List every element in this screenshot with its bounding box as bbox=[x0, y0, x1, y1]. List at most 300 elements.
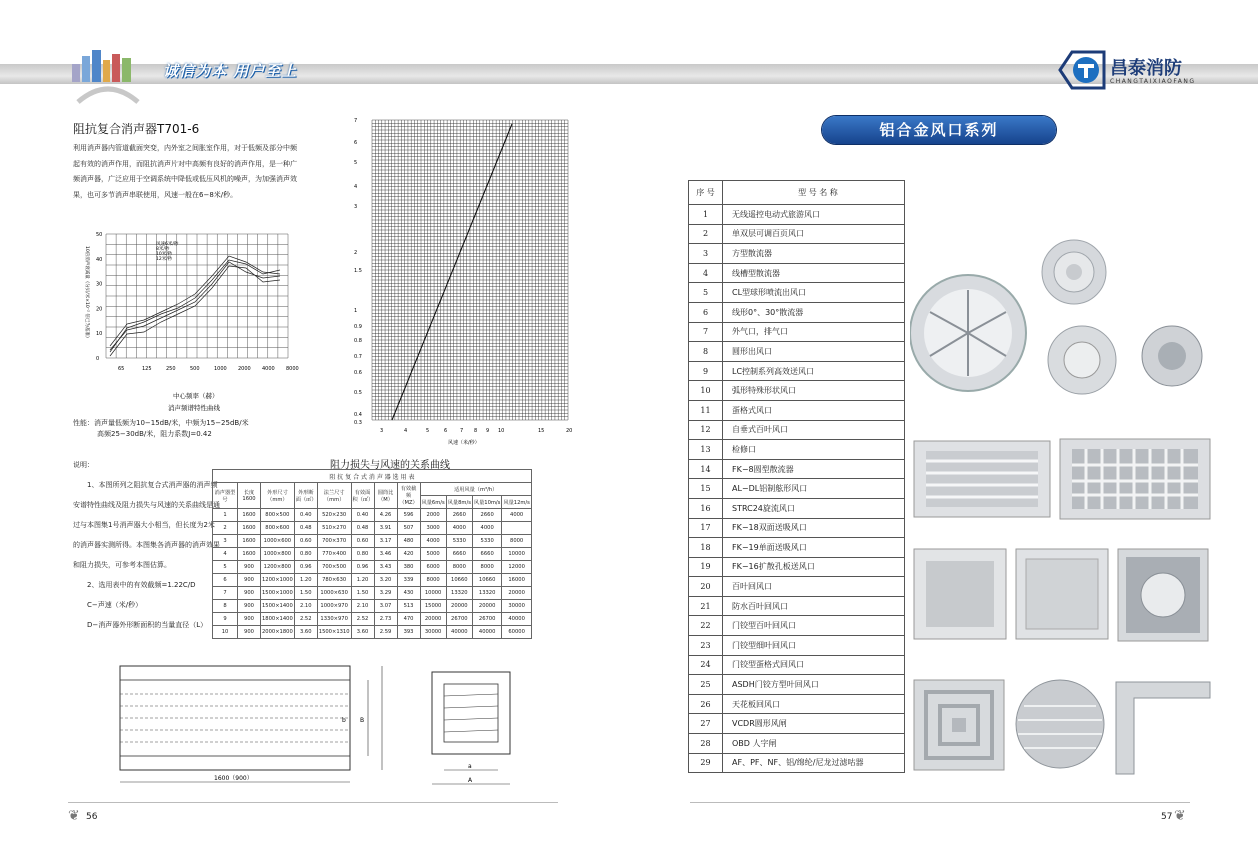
model-name: 检修口 bbox=[723, 440, 905, 460]
slogan: 诚信为本 用户至上 bbox=[163, 62, 298, 80]
table-row bbox=[213, 587, 532, 600]
y-tick-label: 30 bbox=[96, 281, 103, 288]
table-row bbox=[689, 283, 905, 303]
spec-header-cell: 适用风量（m³/h） bbox=[420, 483, 531, 496]
louver-grille-photos bbox=[912, 437, 1212, 521]
x-tick-label: 9 bbox=[486, 428, 490, 434]
spec-cell: 1800×1400 bbox=[261, 613, 295, 626]
x-tick-label: 7 bbox=[460, 428, 464, 434]
spec-header-cell: 圆筒比（M） bbox=[374, 483, 397, 509]
model-name: FK−8圆型散流器 bbox=[723, 459, 905, 479]
spec-cell: 60000 bbox=[502, 626, 531, 639]
table-row bbox=[689, 459, 905, 479]
series-line bbox=[110, 266, 280, 356]
y-tick-label: 0.9 bbox=[354, 324, 362, 330]
model-name: 无线遥控电动式旅游风口 bbox=[723, 205, 905, 225]
spec-cell: 900 bbox=[238, 613, 261, 626]
y-tick-label: 0.5 bbox=[354, 390, 362, 396]
table-row bbox=[689, 538, 905, 558]
model-name: OBD 人字闸 bbox=[723, 734, 905, 754]
model-number: 13 bbox=[689, 440, 723, 460]
left-ornament-icon: ❦ bbox=[68, 808, 80, 824]
y-tick-label: 0.7 bbox=[354, 354, 362, 360]
spec-cell: 1600 bbox=[238, 522, 261, 535]
spec-cell: 20000 bbox=[446, 600, 472, 613]
spec-cell: 13320 bbox=[446, 587, 472, 600]
spec-cell: 2660 bbox=[472, 509, 501, 522]
performance-line-2: 高频25−30dB/米，阻力系数J=0.42 bbox=[97, 430, 212, 438]
spec-cell: 9 bbox=[213, 613, 238, 626]
y-tick-label: 50 bbox=[96, 232, 103, 238]
notes bbox=[73, 455, 221, 635]
legend-entry: 12米/秒 bbox=[156, 257, 173, 262]
model-number: 25 bbox=[689, 675, 723, 695]
brand-name: 昌泰消防 bbox=[1110, 58, 1182, 79]
model-number: 21 bbox=[689, 596, 723, 616]
y-tick-label: 2 bbox=[354, 250, 358, 256]
table-row bbox=[689, 596, 905, 616]
x-tick-label: 3 bbox=[380, 428, 384, 434]
x-axis-label: 中心频率（赫） bbox=[173, 392, 219, 400]
y-tick-label: 0.4 bbox=[354, 412, 362, 418]
spec-cell: 5330 bbox=[472, 535, 501, 548]
spec-cell: 700×370 bbox=[317, 535, 351, 548]
right-ornament-icon: ❦ bbox=[1174, 808, 1186, 824]
note-line: 2、选用表中的有效截频=1.22C/D bbox=[87, 581, 196, 589]
spec-cell: 0.80 bbox=[294, 548, 317, 561]
spec-cell: 2.73 bbox=[374, 613, 397, 626]
x-tick-label: 15 bbox=[538, 428, 545, 434]
spec-cell: 4000 bbox=[472, 522, 501, 535]
table-row bbox=[689, 675, 905, 695]
spec-cell: 10 bbox=[213, 626, 238, 639]
spec-cell: 4 bbox=[213, 548, 238, 561]
spec-cell: 3.60 bbox=[351, 626, 374, 639]
model-number: 11 bbox=[689, 400, 723, 420]
spec-cell: 0.60 bbox=[351, 535, 374, 548]
y-tick-label: 5 bbox=[354, 160, 358, 166]
table-row bbox=[689, 734, 905, 754]
spec-cell: 1500×1400 bbox=[261, 600, 295, 613]
model-name: 天花板回风口 bbox=[723, 694, 905, 714]
table-row bbox=[213, 548, 532, 561]
spec-cell: 1200×800 bbox=[261, 561, 295, 574]
table-row bbox=[689, 342, 905, 362]
model-number: 22 bbox=[689, 616, 723, 636]
table-row bbox=[213, 600, 532, 613]
spec-header-cell: 长度1600 bbox=[238, 483, 261, 509]
spec-cell: 1600 bbox=[238, 535, 261, 548]
round-diffuser-photos bbox=[910, 238, 1210, 398]
spec-cell: 3.43 bbox=[374, 561, 397, 574]
spec-cell: 16000 bbox=[502, 574, 531, 587]
spec-cell: 6660 bbox=[472, 548, 501, 561]
spec-cell: 3.46 bbox=[374, 548, 397, 561]
spec-cell: 3.60 bbox=[294, 626, 317, 639]
ceiling-diffuser-photos bbox=[912, 676, 1212, 776]
spec-cell: 6000 bbox=[420, 561, 446, 574]
y-tick-label: 4 bbox=[354, 184, 358, 190]
model-number: 5 bbox=[689, 283, 723, 303]
spec-cell: 470 bbox=[397, 613, 420, 626]
spec-cell: 13320 bbox=[472, 587, 501, 600]
spec-cell: 26700 bbox=[446, 613, 472, 626]
y-tick-label: 10 bbox=[96, 331, 103, 338]
spec-cell: 770×400 bbox=[317, 548, 351, 561]
spec-cell: 5 bbox=[213, 561, 238, 574]
spec-cell: 780×630 bbox=[317, 574, 351, 587]
model-number: 26 bbox=[689, 694, 723, 714]
model-name: LC控制系列高效送风口 bbox=[723, 361, 905, 381]
spec-cell: 1500×1000 bbox=[261, 587, 295, 600]
x-tick-label: 250 bbox=[166, 366, 176, 372]
spec-cell: 1000×600 bbox=[261, 535, 295, 548]
spec-cell: 510×270 bbox=[317, 522, 351, 535]
table-row bbox=[689, 636, 905, 656]
table-row bbox=[689, 263, 905, 283]
x-tick-label: 125 bbox=[142, 366, 152, 372]
spec-cell: 2.10 bbox=[351, 600, 374, 613]
table-row bbox=[689, 244, 905, 264]
model-name: FK−18双面送吸风口 bbox=[723, 518, 905, 538]
spec-cell: 10000 bbox=[502, 548, 531, 561]
spec-cell bbox=[502, 522, 531, 535]
legend-entry: 10米/秒 bbox=[156, 252, 173, 257]
spec-cell: 6 bbox=[213, 574, 238, 587]
model-number: 28 bbox=[689, 734, 723, 754]
spec-cell: 2 bbox=[213, 522, 238, 535]
table-row bbox=[689, 518, 905, 538]
spec-cell: 40000 bbox=[446, 626, 472, 639]
model-number: 3 bbox=[689, 244, 723, 264]
spec-cell: 12000 bbox=[502, 561, 531, 574]
spec-cell: 0.40 bbox=[294, 509, 317, 522]
x-tick-label: 2000 bbox=[238, 366, 251, 372]
spec-cell: 520×230 bbox=[317, 509, 351, 522]
x-tick-label: 6 bbox=[444, 428, 448, 434]
page-number-left: 56 bbox=[86, 812, 98, 822]
model-number: 17 bbox=[689, 518, 723, 538]
table-row bbox=[213, 522, 532, 535]
note-line: 1、本图所列之阻抗复合式消声器的消声频安谱特性曲线及阻力损失与风速的关系曲线是通过与本图集1号消声器大小相当，但长度为2米的消声器实测所得。本图集各消声器的消声效果和阻力损失，可参考本图估算。 bbox=[73, 481, 220, 569]
spec-cell: 393 bbox=[397, 626, 420, 639]
model-number: 29 bbox=[689, 753, 723, 773]
model-number: 24 bbox=[689, 655, 723, 675]
frequency-spectrum-chart bbox=[78, 222, 308, 418]
spec-cell: 1.50 bbox=[351, 587, 374, 600]
y-tick-label: 6 bbox=[354, 140, 358, 146]
model-name: ASDH门铰方型叶回风口 bbox=[723, 675, 905, 695]
note-line: D−消声器外形断面积的当量直径（L） bbox=[87, 621, 208, 629]
spec-cell: 900 bbox=[238, 574, 261, 587]
spec-cell: 2.52 bbox=[351, 613, 374, 626]
table-row bbox=[689, 224, 905, 244]
spec-cell: 0.96 bbox=[294, 561, 317, 574]
table-row bbox=[689, 361, 905, 381]
spec-cell: 8000 bbox=[446, 561, 472, 574]
y-axis-label: 10倍消声衰减量（分贝/米×10⁻² 倍已为基准） bbox=[84, 246, 89, 341]
city-skyline-logo-icon bbox=[68, 46, 150, 106]
y-tick-label: 0.8 bbox=[354, 338, 362, 344]
spec-cell: 3.91 bbox=[374, 522, 397, 535]
table-row bbox=[689, 381, 905, 401]
footer-rule-left bbox=[68, 802, 558, 803]
spec-cell: 900 bbox=[238, 600, 261, 613]
model-name: 门铰型百叶回风口 bbox=[723, 616, 905, 636]
spec-cell: 4000 bbox=[502, 509, 531, 522]
spec-subheader-cell: 风量10m/s bbox=[472, 496, 501, 509]
y-tick-label: 1.5 bbox=[354, 268, 362, 274]
model-name: 蛋格式风口 bbox=[723, 400, 905, 420]
spec-cell: 2660 bbox=[446, 509, 472, 522]
spec-cell: 1500×1310 bbox=[317, 626, 351, 639]
brand-pinyin: CHANGTAIXIAOFANG bbox=[1110, 78, 1196, 85]
spec-cell: 1.20 bbox=[294, 574, 317, 587]
spec-cell: 513 bbox=[397, 600, 420, 613]
spec-table bbox=[212, 469, 532, 639]
table-row bbox=[689, 205, 905, 225]
model-name: 圆形出风口 bbox=[723, 342, 905, 362]
x-tick-label: 500 bbox=[190, 366, 200, 372]
model-list-table bbox=[688, 180, 905, 773]
table-row bbox=[689, 714, 905, 734]
spec-cell: 10660 bbox=[472, 574, 501, 587]
spec-cell: 1000×800 bbox=[261, 548, 295, 561]
dim-length-label: 1600（900） bbox=[214, 775, 253, 782]
dim-b-label: b bbox=[342, 717, 346, 724]
model-number: 19 bbox=[689, 557, 723, 577]
table-row bbox=[689, 302, 905, 322]
spec-cell: 10000 bbox=[420, 587, 446, 600]
x-tick-label: 65 bbox=[118, 366, 125, 372]
model-name: 防水百叶回风口 bbox=[723, 596, 905, 616]
spec-cell: 1200×1000 bbox=[261, 574, 295, 587]
spec-cell: 30000 bbox=[420, 626, 446, 639]
table-row bbox=[213, 561, 532, 574]
model-name: FK−19单面送吸风口 bbox=[723, 538, 905, 558]
spec-cell: 339 bbox=[397, 574, 420, 587]
footer-rule-right bbox=[690, 802, 1190, 803]
model-name: STRC24旋流风口 bbox=[723, 498, 905, 518]
model-name: 单双层可调百页风口 bbox=[723, 224, 905, 244]
spec-cell: 3000 bbox=[420, 522, 446, 535]
chart-caption: 消声频谱特性曲线 bbox=[168, 404, 220, 412]
spec-cell: 0.48 bbox=[351, 522, 374, 535]
spec-cell: 5330 bbox=[446, 535, 472, 548]
spec-cell: 3.29 bbox=[374, 587, 397, 600]
legend-entry: 风速6米/秒 bbox=[156, 242, 179, 247]
spec-cell: 700×500 bbox=[317, 561, 351, 574]
spec-cell: 4.26 bbox=[374, 509, 397, 522]
col-no-header: 序 号 bbox=[689, 181, 723, 205]
spec-header-cell: 法兰尺寸（mm） bbox=[317, 483, 351, 509]
model-name: AF、PF、NF、铝/绵纶/尼龙过滤咕器 bbox=[723, 753, 905, 773]
model-number: 23 bbox=[689, 636, 723, 656]
product-title: 阻抗复合消声器T701-6 bbox=[73, 122, 200, 136]
model-number: 27 bbox=[689, 714, 723, 734]
spec-cell: 20000 bbox=[420, 613, 446, 626]
model-number: 14 bbox=[689, 459, 723, 479]
x-tick-label: 8000 bbox=[286, 366, 299, 372]
table-row bbox=[689, 557, 905, 577]
spec-cell: 8000 bbox=[420, 574, 446, 587]
table-row bbox=[689, 577, 905, 597]
spec-cell: 30000 bbox=[502, 600, 531, 613]
spec-cell: 430 bbox=[397, 587, 420, 600]
brand-logo-icon bbox=[1058, 48, 1108, 92]
legend-entry: 8米/秒 bbox=[156, 247, 170, 252]
spec-cell: 900 bbox=[238, 561, 261, 574]
model-name: 线槽型散流器 bbox=[723, 263, 905, 283]
performance-text bbox=[73, 418, 249, 440]
model-name: 门铰型蛋格式回风口 bbox=[723, 655, 905, 675]
x-tick-label: 1000 bbox=[214, 366, 227, 372]
x-tick-label: 4 bbox=[404, 428, 408, 434]
model-name: 百叶回风口 bbox=[723, 577, 905, 597]
table-row bbox=[689, 322, 905, 342]
dim-A-label: A bbox=[468, 777, 473, 784]
spec-header-cell: 有效截频（MZ） bbox=[397, 483, 420, 509]
spec-cell: 8000 bbox=[472, 561, 501, 574]
note-line: 说明： bbox=[73, 461, 94, 469]
model-name: AL−DL铝制舷形风口 bbox=[723, 479, 905, 499]
spec-cell: 507 bbox=[397, 522, 420, 535]
spec-header-cell: 有效面积（㎡） bbox=[351, 483, 374, 509]
y-tick-label: 0.6 bbox=[354, 370, 362, 376]
table-row bbox=[689, 479, 905, 499]
technical-drawing bbox=[110, 658, 530, 798]
spec-cell: 800×500 bbox=[261, 509, 295, 522]
table-row bbox=[689, 694, 905, 714]
table-row bbox=[689, 498, 905, 518]
spec-cell: 1000×970 bbox=[317, 600, 351, 613]
model-number: 12 bbox=[689, 420, 723, 440]
spec-subheader-cell: 风量8m/s bbox=[446, 496, 472, 509]
page-number-right: 57 bbox=[1161, 812, 1173, 822]
spec-cell: 0.96 bbox=[351, 561, 374, 574]
x-tick-label: 4000 bbox=[262, 366, 275, 372]
spec-cell: 15000 bbox=[420, 600, 446, 613]
spec-cell: 20000 bbox=[472, 600, 501, 613]
spec-subheader-cell: 风量12m/s bbox=[502, 496, 531, 509]
table-row bbox=[213, 574, 532, 587]
model-number: 9 bbox=[689, 361, 723, 381]
spec-cell: 2000 bbox=[420, 509, 446, 522]
series-line bbox=[110, 256, 280, 346]
performance-line-1: 性能：消声量低频为10−15dB/米，中频为15−25dB/米 bbox=[73, 419, 249, 427]
spec-cell: 40000 bbox=[472, 626, 501, 639]
table-row bbox=[689, 753, 905, 773]
spec-cell: 20000 bbox=[502, 587, 531, 600]
model-name: 方型散流器 bbox=[723, 244, 905, 264]
model-name: 弧形特殊形状风口 bbox=[723, 381, 905, 401]
spec-cell: 6660 bbox=[446, 548, 472, 561]
dim-a-label: a bbox=[468, 763, 472, 770]
spec-cell: 2000×1800 bbox=[261, 626, 295, 639]
model-name: 自垂式百叶风口 bbox=[723, 420, 905, 440]
table-row bbox=[213, 509, 532, 522]
spec-cell: 7 bbox=[213, 587, 238, 600]
pressure-loss-chart-title: 阻力损失与风速的关系曲线 bbox=[330, 460, 450, 471]
spec-cell: 2.10 bbox=[294, 600, 317, 613]
table-row bbox=[213, 535, 532, 548]
spec-cell: 5000 bbox=[420, 548, 446, 561]
model-number: 16 bbox=[689, 498, 723, 518]
spec-cell: 26700 bbox=[472, 613, 501, 626]
model-number: 2 bbox=[689, 224, 723, 244]
y-tick-label: 40 bbox=[96, 256, 103, 263]
y-tick-label: 0.3 bbox=[354, 420, 362, 426]
spec-cell: 900 bbox=[238, 626, 261, 639]
spec-cell: 0.48 bbox=[294, 522, 317, 535]
x-axis-label: 风速（米/秒） bbox=[448, 440, 480, 446]
spec-cell: 1.50 bbox=[294, 587, 317, 600]
model-number: 18 bbox=[689, 538, 723, 558]
spec-cell: 3.20 bbox=[374, 574, 397, 587]
spec-cell: 40000 bbox=[502, 613, 531, 626]
table-row bbox=[689, 655, 905, 675]
spec-cell: 1 bbox=[213, 509, 238, 522]
spec-header-cell: 外形尺寸（mm） bbox=[261, 483, 295, 509]
model-name: CL型球形喷流出风口 bbox=[723, 283, 905, 303]
table-row bbox=[689, 440, 905, 460]
spec-cell: 3.17 bbox=[374, 535, 397, 548]
spec-cell: 10660 bbox=[446, 574, 472, 587]
spec-header-cell: 外形断面（㎡） bbox=[294, 483, 317, 509]
spec-cell: 4000 bbox=[420, 535, 446, 548]
model-number: 8 bbox=[689, 342, 723, 362]
spec-cell: 8 bbox=[213, 600, 238, 613]
spec-cell: 1330×970 bbox=[317, 613, 351, 626]
spec-header-cell: 消声器型 号 bbox=[213, 483, 238, 509]
spec-table-title: 阻 抗 复 合 式 消 声 器 选 用 表 bbox=[213, 470, 532, 483]
model-name: FK−16扩散孔板送风口 bbox=[723, 557, 905, 577]
product-description: 利用消声器内管道截面突变，内外室之间胀室作用，对于低频及部分中频起有效的消声作用，而阻抗消声片对中高频有良好的消声作用，是一种广频消声器，广泛应用于空调系统中降低或低压风机的噪声，为加强消声效果，也可多节消声串联使用，风速一般在6−8米/秒。 bbox=[73, 144, 297, 199]
model-name: 门铰型细叶回风口 bbox=[723, 636, 905, 656]
spec-cell: 1600 bbox=[238, 548, 261, 561]
y-tick-label: 3 bbox=[354, 204, 358, 210]
spec-cell: 0.40 bbox=[351, 509, 374, 522]
y-tick-label: 0 bbox=[96, 356, 100, 362]
model-number: 20 bbox=[689, 577, 723, 597]
table-row bbox=[689, 420, 905, 440]
pressure-loss-chart bbox=[348, 114, 578, 450]
spec-subheader-cell: 风量6m/s bbox=[420, 496, 446, 509]
spec-cell: 1.20 bbox=[351, 574, 374, 587]
model-number: 7 bbox=[689, 322, 723, 342]
x-tick-label: 5 bbox=[426, 428, 430, 434]
col-name-header: 型 号 名 称 bbox=[723, 181, 905, 205]
spec-cell: 8000 bbox=[502, 535, 531, 548]
model-number: 6 bbox=[689, 302, 723, 322]
x-tick-label: 20 bbox=[566, 428, 573, 434]
spec-cell: 596 bbox=[397, 509, 420, 522]
spec-cell: 1000×630 bbox=[317, 587, 351, 600]
model-number: 1 bbox=[689, 205, 723, 225]
x-tick-label: 10 bbox=[498, 428, 505, 434]
table-row bbox=[213, 613, 532, 626]
y-tick-label: 1 bbox=[354, 308, 358, 314]
spec-cell: 3.07 bbox=[374, 600, 397, 613]
x-tick-label: 8 bbox=[474, 428, 478, 434]
y-tick-label: 7 bbox=[354, 118, 358, 124]
y-tick-label: 20 bbox=[96, 306, 103, 313]
spec-cell: 380 bbox=[397, 561, 420, 574]
table-row bbox=[689, 616, 905, 636]
model-number: 4 bbox=[689, 263, 723, 283]
model-number: 15 bbox=[689, 479, 723, 499]
model-name: 线形0°、30°散流器 bbox=[723, 302, 905, 322]
